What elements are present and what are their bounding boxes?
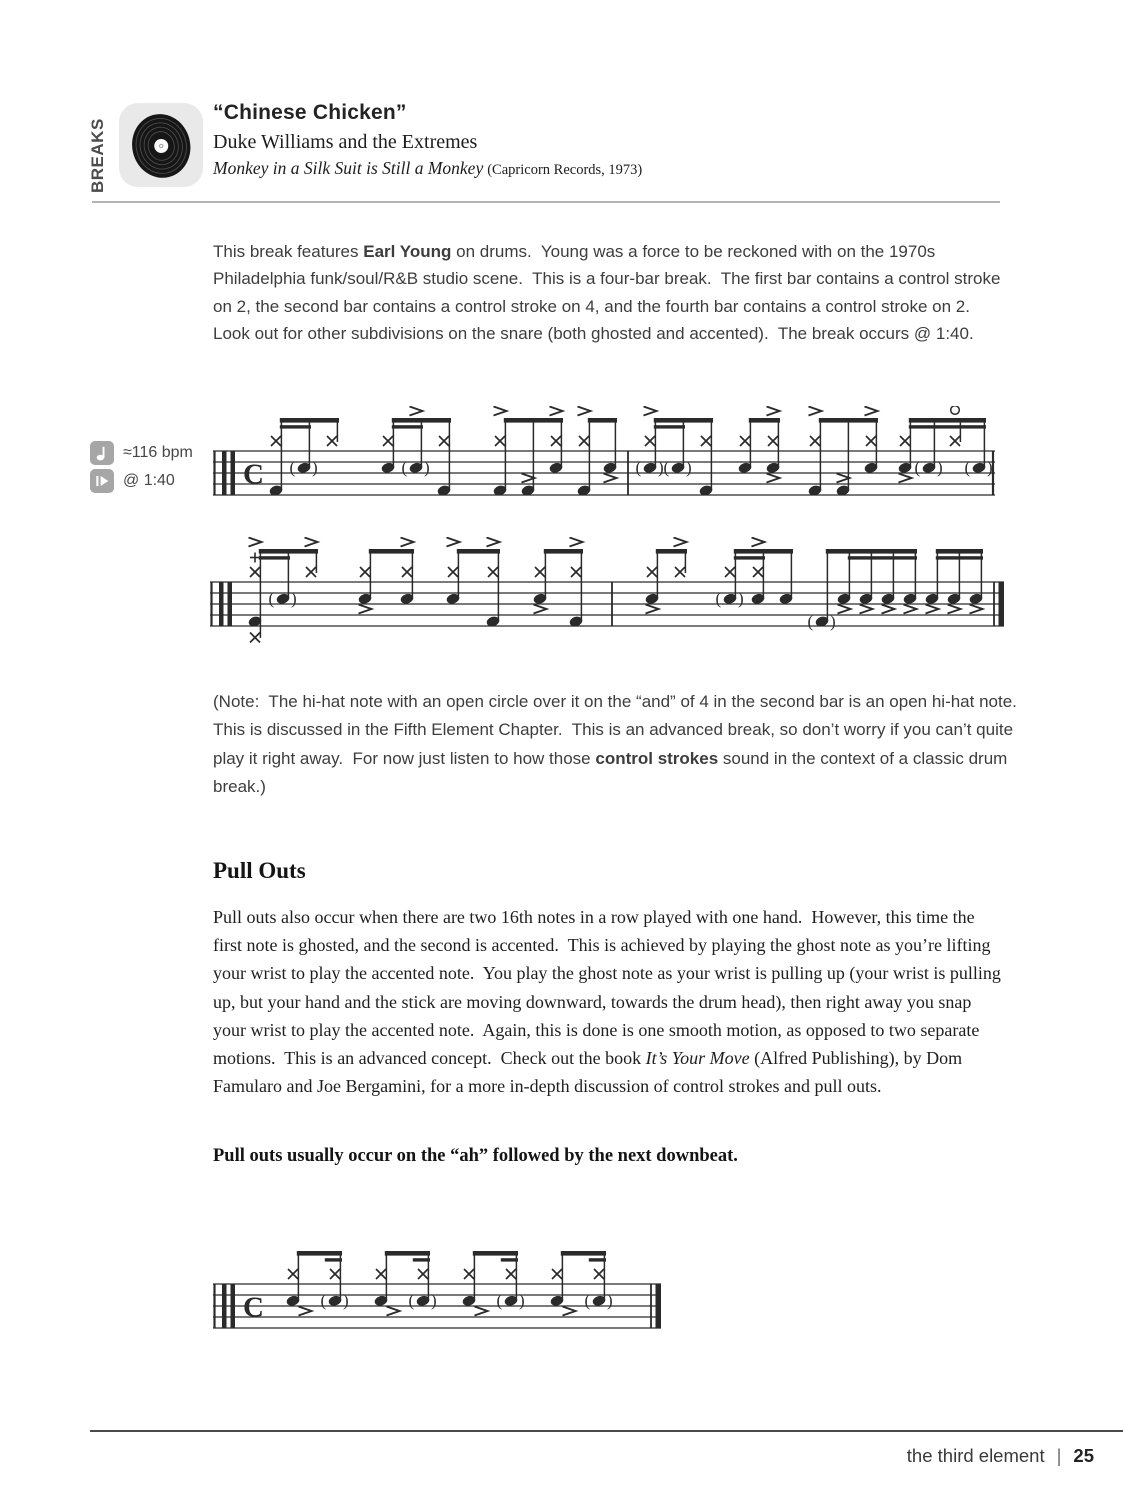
tempo-row-bpm	[90, 441, 193, 465]
album-line	[213, 158, 642, 179]
svg-text:(: (	[401, 458, 408, 477]
svg-text:): )	[937, 458, 943, 477]
song-artist: Duke Williams and the Extremes	[213, 131, 478, 153]
svg-text:(: (	[635, 458, 642, 477]
pull-outs-heading: Pull Outs	[213, 858, 306, 883]
svg-text:): )	[343, 1291, 349, 1310]
tempo-bpm: ≈116 bpm	[123, 444, 193, 461]
song-title: “Chinese Chicken”	[213, 101, 407, 124]
header-divider	[92, 201, 1000, 203]
album-title: Monkey in a Silk Suit is Still a Monkey	[213, 158, 484, 178]
play-icon	[90, 469, 114, 493]
album-details: (Capricorn Records, 1973)	[487, 162, 643, 178]
footer-separator: |	[1056, 1445, 1062, 1466]
tempo-block	[90, 441, 193, 493]
svg-text:): )	[686, 458, 692, 477]
svg-text:): )	[830, 612, 836, 631]
svg-text:C: C	[243, 458, 264, 491]
svg-text:C: C	[243, 1291, 264, 1324]
svg-text:(: (	[715, 589, 722, 608]
song-header	[213, 101, 642, 179]
svg-text:(: (	[289, 458, 296, 477]
footer	[907, 1445, 1094, 1467]
svg-text:(: (	[268, 589, 275, 608]
quarter-note-icon	[90, 441, 114, 465]
tempo-timestamp: @ 1:40	[123, 472, 175, 489]
svg-text:(: (	[320, 1291, 327, 1310]
svg-text:(: (	[408, 1291, 415, 1310]
section-label-breaks: BREAKS	[88, 118, 107, 193]
svg-text:): )	[738, 589, 744, 608]
svg-text:): )	[291, 589, 297, 608]
drum-notation-line-1	[213, 406, 995, 531]
page-number: 25	[1073, 1445, 1094, 1466]
tempo-row-timestamp	[90, 469, 193, 493]
svg-text:): )	[431, 1291, 437, 1310]
pull-outs-paragraph: Pull outs also occur when there are two 16th notes in a row played with one hand. However, this time the first note is ghosted, and the second is accented. This is achieved by playing the ghost note as you’re lifting your wrist to play the accented note. You play the ghost note as your wrist is pulling up (your wrist is pulling up, but your hand and the stick are moving downward, towards the drum head), then right away you snap your wrist to play the accented note. Again, this is done is one smooth motion, as opposed to two separate motions. This is an advanced concept. Check out the book It’s Your Move (Alfred Publishing), by Dom Famularo and Joe Bergamini, for a more in-depth discussion of control strokes and pull outs.	[213, 907, 1006, 1097]
note-paragraph: (Note: The hi-hat note with an open circle over it on the “and” of 4 in the second bar is an open hi-hat note. This is discussed in the Fifth Element Chapter. This is an advanced break, so don’t worry if you can’t quite play it right away. For now just listen to how those control strokes sound in the context of a classic drum break.)	[213, 692, 1027, 797]
svg-text:(: (	[914, 458, 921, 477]
intro-paragraph: This break features Earl Young on drums. Young was a force to be reckoned with on the 1970s Philadelphia funk/soul/R&B studio scene. This is a four-bar break. The first bar contains a control stroke on 2, the second bar contains a control stroke on 4, and the fourth bar contains a control stroke on 2. Look out for other subdivisions on the snare (both ghosted and accented). The break occurs @ 1:40.	[213, 242, 1006, 344]
pull-outs-key-point: Pull outs usually occur on the “ah” followed by the next downbeat.	[213, 1146, 738, 1166]
drum-notation-line-3	[213, 1239, 661, 1364]
book-title: the third element	[906, 1445, 1045, 1466]
svg-text:): )	[987, 458, 993, 477]
vinyl-record-icon	[119, 103, 203, 187]
svg-text:): )	[658, 458, 664, 477]
svg-text:(: (	[807, 612, 814, 631]
footer-divider	[90, 1430, 1123, 1432]
svg-text:(: (	[964, 458, 971, 477]
svg-text:(: (	[584, 1291, 591, 1310]
svg-text:): )	[312, 458, 318, 477]
drum-notation-line-2	[210, 537, 1004, 662]
svg-text:(: (	[663, 458, 670, 477]
svg-text:): )	[519, 1291, 525, 1310]
svg-text:(: (	[496, 1291, 503, 1310]
svg-text:): )	[607, 1291, 613, 1310]
svg-text:): )	[424, 458, 430, 477]
